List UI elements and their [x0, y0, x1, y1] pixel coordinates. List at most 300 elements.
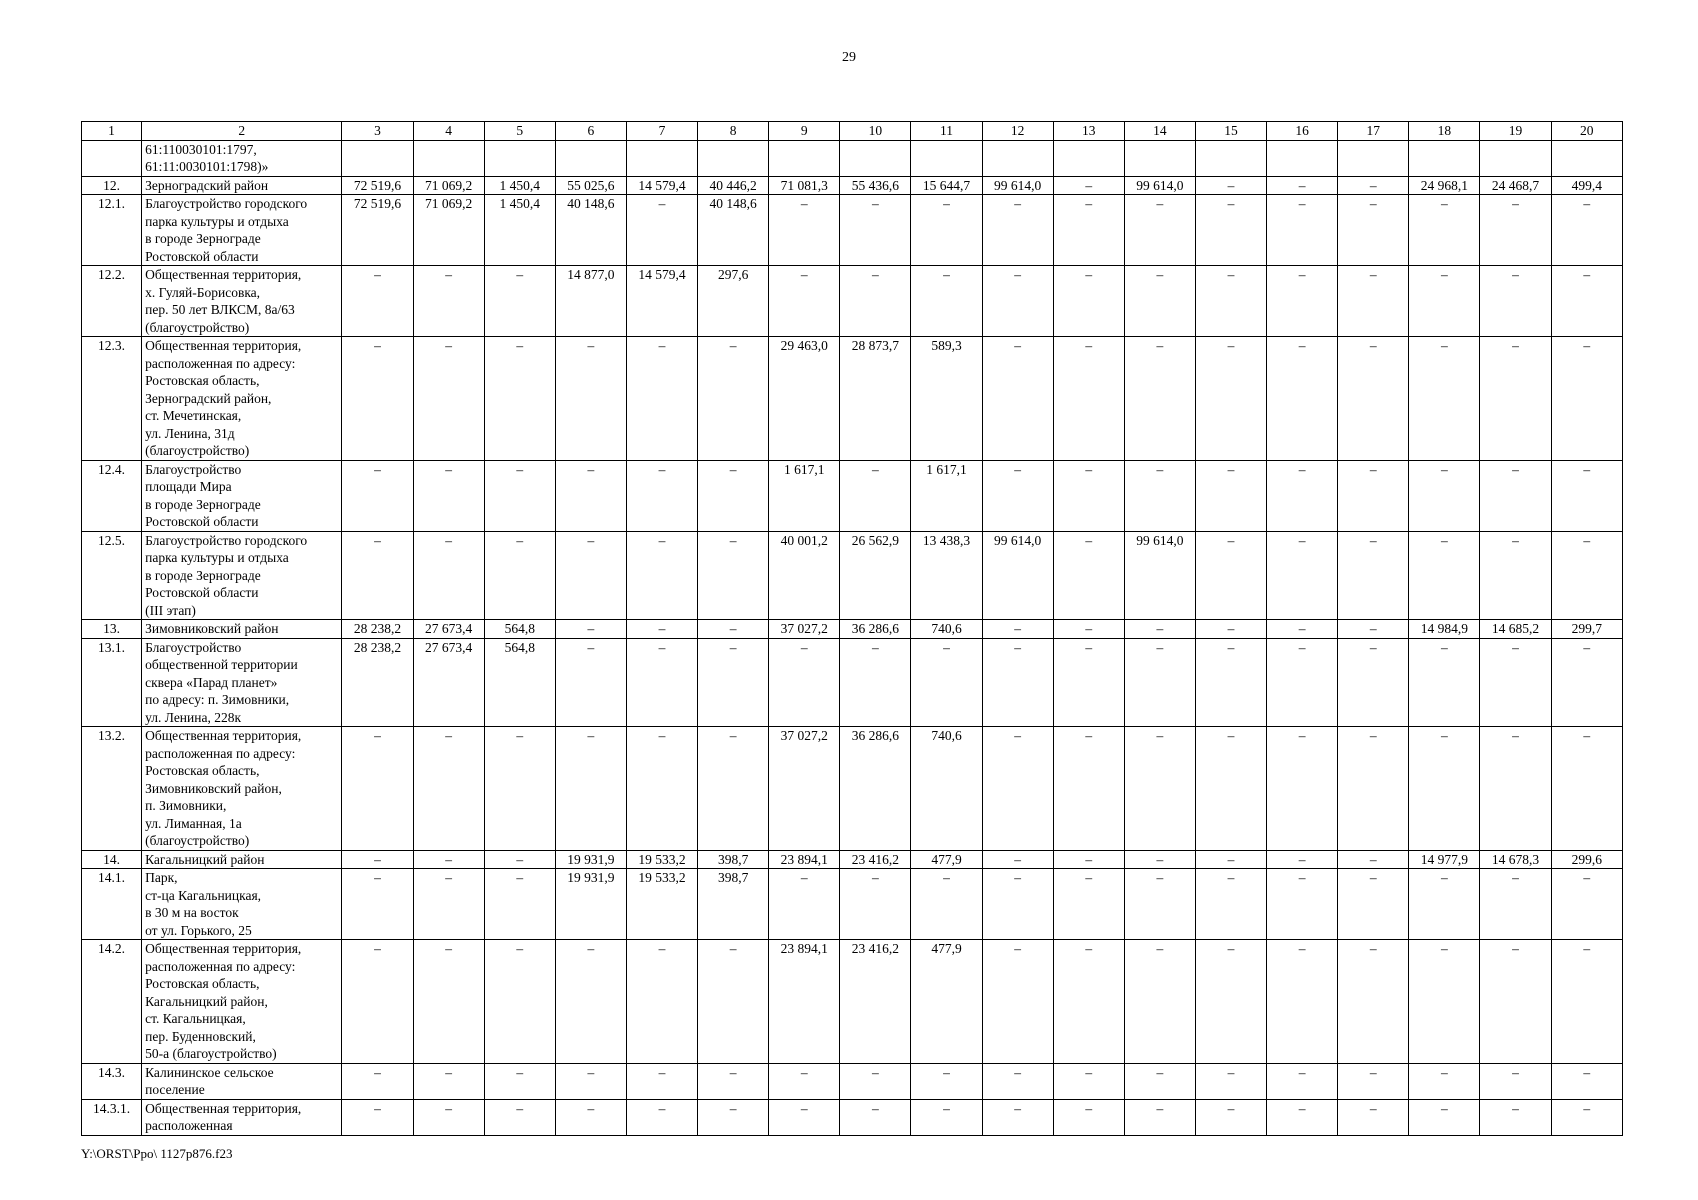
value-cell: – [413, 850, 484, 869]
value-cell: – [1409, 727, 1480, 851]
table-row [82, 1099, 1623, 1135]
column-number-header: 11 [911, 122, 982, 141]
value-cell: – [413, 940, 484, 1064]
value-cell: – [1267, 638, 1338, 727]
budget-table [81, 121, 1623, 1136]
value-cell [982, 140, 1053, 176]
value-cell: – [626, 940, 697, 1064]
column-number-header: 5 [484, 122, 555, 141]
object-name-line: Калининское сельское [145, 1064, 274, 1080]
table-row [82, 176, 1623, 195]
value-cell: – [1124, 337, 1195, 461]
value-cell: – [1338, 850, 1409, 869]
object-name [142, 1099, 342, 1135]
value-cell: – [1053, 940, 1124, 1064]
value-cell: 28 238,2 [342, 638, 413, 727]
value-cell [1551, 140, 1622, 176]
page-number: 29 [842, 50, 856, 65]
column-number-header: 2 [142, 122, 342, 141]
value-cell: – [982, 638, 1053, 727]
object-name-line: х. Гуляй-Борисовка, [145, 284, 261, 300]
table-row [82, 460, 1623, 531]
row-number: 12.3. [82, 337, 142, 461]
object-name [142, 195, 342, 266]
value-cell: – [1338, 337, 1409, 461]
value-cell: – [342, 1099, 413, 1135]
value-cell: – [484, 1063, 555, 1099]
value-cell: – [1409, 266, 1480, 337]
value-cell: – [1195, 620, 1266, 639]
object-name-line: 61:110030101:1797, [145, 141, 257, 157]
value-cell: – [484, 727, 555, 851]
value-cell: – [1195, 727, 1266, 851]
value-cell: – [1480, 727, 1551, 851]
column-number-header: 19 [1480, 122, 1551, 141]
object-name-line: Ростовская область, [145, 763, 260, 778]
value-cell: – [1338, 531, 1409, 620]
value-cell: – [1480, 1099, 1551, 1135]
value-cell: – [626, 460, 697, 531]
value-cell: – [1480, 460, 1551, 531]
value-cell: – [626, 638, 697, 727]
value-cell: – [769, 1099, 840, 1135]
value-cell: – [1551, 531, 1622, 620]
value-cell: 28 238,2 [342, 620, 413, 639]
value-cell: – [1053, 850, 1124, 869]
table-row [82, 531, 1623, 620]
value-cell: – [698, 1063, 769, 1099]
value-cell: – [911, 638, 982, 727]
value-cell: – [698, 940, 769, 1064]
value-cell [484, 140, 555, 176]
object-name-line: Кагальницкий район, [145, 993, 268, 1009]
value-cell: – [484, 531, 555, 620]
object-name [142, 850, 342, 869]
value-cell: – [840, 869, 911, 940]
value-cell: – [982, 1099, 1053, 1135]
object-name-line: пер. Буденновский, [145, 1028, 256, 1044]
value-cell: – [1338, 620, 1409, 639]
object-name-line: Зимовниковский район [145, 621, 279, 636]
value-cell: – [1053, 531, 1124, 620]
object-name-line: парка культуры и отдыха [145, 550, 289, 565]
object-name-line: расположенная [145, 1118, 233, 1133]
object-name-line: пер. 50 лет ВЛКСМ, 8а/63 [145, 302, 295, 317]
value-cell: – [555, 337, 626, 461]
value-cell: 14 685,2 [1480, 620, 1551, 639]
value-cell: – [1053, 1063, 1124, 1099]
value-cell: 23 416,2 [840, 940, 911, 1064]
value-cell: – [840, 195, 911, 266]
value-cell: 14 877,0 [555, 266, 626, 337]
value-cell: – [342, 850, 413, 869]
value-cell: – [840, 460, 911, 531]
value-cell [698, 140, 769, 176]
value-cell: – [769, 1063, 840, 1099]
column-number-header: 16 [1267, 122, 1338, 141]
value-cell: – [342, 940, 413, 1064]
value-cell: – [911, 266, 982, 337]
value-cell: – [698, 531, 769, 620]
value-cell: – [1551, 1099, 1622, 1135]
value-cell: – [484, 850, 555, 869]
row-number: 13.2. [82, 727, 142, 851]
row-number: 14.3.1. [82, 1099, 142, 1135]
value-cell: – [1267, 337, 1338, 461]
value-cell [769, 140, 840, 176]
value-cell: – [1338, 1063, 1409, 1099]
object-name-line: ст. Мечетинская, [145, 408, 242, 423]
value-cell: 55 436,6 [840, 176, 911, 195]
object-name-line: в городе Зернограде [145, 231, 261, 246]
value-cell: 477,9 [911, 850, 982, 869]
value-cell: 71 081,3 [769, 176, 840, 195]
value-cell: – [1195, 337, 1266, 461]
value-cell: 40 001,2 [769, 531, 840, 620]
value-cell [1480, 140, 1551, 176]
value-cell: 1 617,1 [911, 460, 982, 531]
value-cell: – [1267, 1099, 1338, 1135]
object-name-line: по адресу: п. Зимовники, [145, 692, 290, 707]
value-cell: – [840, 638, 911, 727]
value-cell: – [1195, 531, 1266, 620]
value-cell: – [555, 1099, 626, 1135]
value-cell: – [1480, 266, 1551, 337]
value-cell: 23 894,1 [769, 940, 840, 1064]
value-cell: – [1053, 869, 1124, 940]
value-cell: 1 450,4 [484, 176, 555, 195]
object-name-line: ул. Лиманная, 1а [145, 815, 242, 831]
table-row [82, 727, 1623, 851]
value-cell: – [342, 869, 413, 940]
object-name-line: Общественная территория, [145, 338, 302, 353]
object-name-line: ул. Ленина, 31д [145, 425, 235, 441]
table-row [82, 940, 1623, 1064]
value-cell: – [342, 531, 413, 620]
value-cell: – [1267, 850, 1338, 869]
value-cell: – [982, 727, 1053, 851]
value-cell [413, 140, 484, 176]
value-cell: – [1124, 620, 1195, 639]
value-cell: – [1480, 638, 1551, 727]
value-cell: – [342, 266, 413, 337]
value-cell: 299,6 [1551, 850, 1622, 869]
value-cell: 72 519,6 [342, 176, 413, 195]
value-cell: – [1409, 638, 1480, 727]
value-cell: – [1053, 460, 1124, 531]
row-number: 12. [82, 176, 142, 195]
object-name-line: Ростовской области [145, 514, 259, 529]
value-cell: – [1053, 638, 1124, 727]
value-cell: 14 678,3 [1480, 850, 1551, 869]
value-cell: 19 931,9 [555, 869, 626, 940]
object-name [142, 460, 342, 531]
object-name-line: Ростовской области [145, 248, 259, 264]
value-cell: 13 438,3 [911, 531, 982, 620]
value-cell: – [484, 940, 555, 1064]
object-name-line: Зимовниковский район, [145, 780, 282, 796]
value-cell: – [555, 940, 626, 1064]
value-cell: – [413, 266, 484, 337]
value-cell: – [911, 1099, 982, 1135]
object-name-line: расположенная по адресу: [145, 745, 296, 761]
value-cell: – [1053, 620, 1124, 639]
value-cell: 15 644,7 [911, 176, 982, 195]
value-cell: – [1480, 869, 1551, 940]
value-cell: – [982, 195, 1053, 266]
value-cell: – [1551, 195, 1622, 266]
object-name-line: (благоустройство) [145, 319, 250, 335]
table-row [82, 1063, 1623, 1099]
value-cell: 499,4 [1551, 176, 1622, 195]
value-cell: 19 931,9 [555, 850, 626, 869]
value-cell: – [626, 531, 697, 620]
value-cell: – [626, 1099, 697, 1135]
value-cell: – [1053, 727, 1124, 851]
value-cell: 23 894,1 [769, 850, 840, 869]
value-cell: – [698, 620, 769, 639]
value-cell: – [342, 460, 413, 531]
value-cell: – [484, 460, 555, 531]
value-cell: – [1551, 1063, 1622, 1099]
value-cell: – [840, 1063, 911, 1099]
value-cell: – [1480, 195, 1551, 266]
value-cell: – [769, 869, 840, 940]
table-row [82, 638, 1623, 727]
value-cell: 27 673,4 [413, 620, 484, 639]
value-cell: – [698, 1099, 769, 1135]
value-cell: – [626, 1063, 697, 1099]
row-number: 14. [82, 850, 142, 869]
value-cell: 99 614,0 [982, 176, 1053, 195]
column-number-header: 12 [982, 122, 1053, 141]
object-name-line: Общественная территория, [145, 267, 302, 282]
object-name [142, 140, 342, 176]
value-cell: 740,6 [911, 620, 982, 639]
object-name-line: Кагальницкий район [145, 851, 265, 867]
table-row [82, 869, 1623, 940]
value-cell: – [1195, 638, 1266, 727]
value-cell: – [1195, 940, 1266, 1064]
object-name-line: Благоустройство [145, 461, 242, 477]
object-name [142, 1063, 342, 1099]
value-cell: – [1551, 337, 1622, 461]
value-cell: – [840, 1099, 911, 1135]
value-cell: – [1195, 1063, 1266, 1099]
column-number-header: 13 [1053, 122, 1124, 141]
value-cell: – [1338, 638, 1409, 727]
object-name-line: Благоустройство [145, 639, 242, 655]
column-number-header: 1 [82, 122, 142, 141]
object-name [142, 620, 342, 639]
value-cell: – [982, 850, 1053, 869]
object-name-line: ст-ца Кагальницкая, [145, 887, 262, 903]
object-name-line: Зерноградский район [145, 177, 269, 193]
value-cell: – [1338, 727, 1409, 851]
value-cell: – [1338, 869, 1409, 940]
value-cell: – [413, 531, 484, 620]
object-name [142, 266, 342, 337]
object-name-line: 61:11:0030101:1798)» [145, 159, 269, 174]
value-cell: – [1338, 266, 1409, 337]
object-name-line: площади Мира [145, 479, 232, 494]
value-cell: – [982, 266, 1053, 337]
value-cell: – [982, 869, 1053, 940]
value-cell: 40 148,6 [555, 195, 626, 266]
value-cell: – [413, 869, 484, 940]
value-cell: 99 614,0 [1124, 176, 1195, 195]
column-number-row [82, 122, 1623, 141]
value-cell: – [626, 195, 697, 266]
value-cell: – [484, 1099, 555, 1135]
column-number-header: 6 [555, 122, 626, 141]
object-name-line: (III этап) [145, 602, 196, 618]
value-cell: – [1551, 869, 1622, 940]
value-cell [1267, 140, 1338, 176]
value-cell: 29 463,0 [769, 337, 840, 461]
value-cell: 37 027,2 [769, 727, 840, 851]
table-row [82, 140, 1623, 176]
value-cell: – [484, 337, 555, 461]
object-name-line: сквера «Парад планет» [145, 674, 278, 690]
row-number [82, 140, 142, 176]
object-name-line: в 30 м на восток [145, 905, 239, 920]
object-name-line: расположенная по адресу: [145, 355, 296, 371]
value-cell: – [1480, 531, 1551, 620]
object-name-line: Общественная территория, [145, 728, 302, 743]
value-cell: 40 446,2 [698, 176, 769, 195]
value-cell: – [626, 620, 697, 639]
row-number: 14.2. [82, 940, 142, 1064]
row-number: 14.1. [82, 869, 142, 940]
object-name [142, 337, 342, 461]
object-name-line: поселение [145, 1082, 205, 1097]
object-name-line: Общественная территория, [145, 1100, 302, 1116]
column-number-header: 17 [1338, 122, 1409, 141]
value-cell: – [626, 337, 697, 461]
value-cell: – [1551, 727, 1622, 851]
row-number: 13.1. [82, 638, 142, 727]
object-name-line: в городе Зернограде [145, 567, 261, 583]
object-name-line: Благоустройство городского [145, 196, 308, 211]
value-cell: – [982, 337, 1053, 461]
value-cell: – [1124, 850, 1195, 869]
value-cell: – [1124, 727, 1195, 851]
value-cell: 40 148,6 [698, 195, 769, 266]
value-cell: – [1124, 1099, 1195, 1135]
value-cell: – [1338, 940, 1409, 1064]
column-number-header: 8 [698, 122, 769, 141]
value-cell: 71 069,2 [413, 176, 484, 195]
object-name-line: ст. Кагальницкая, [145, 1011, 246, 1026]
value-cell: – [769, 195, 840, 266]
value-cell: 99 614,0 [982, 531, 1053, 620]
value-cell: – [911, 195, 982, 266]
footer-file-path: Y:\ORST\Ppo\ 1127p876.f23 [81, 1146, 233, 1161]
value-cell: – [1124, 266, 1195, 337]
value-cell: – [1267, 620, 1338, 639]
column-number-header: 18 [1409, 122, 1480, 141]
value-cell: 55 025,6 [555, 176, 626, 195]
object-name [142, 940, 342, 1064]
column-number-header: 3 [342, 122, 413, 141]
object-name [142, 727, 342, 851]
object-name-line: 50-а (благоустройство) [145, 1046, 277, 1061]
column-number-header: 4 [413, 122, 484, 141]
object-name-line: Ростовской области [145, 585, 259, 600]
value-cell: 36 286,6 [840, 727, 911, 851]
value-cell: – [1409, 940, 1480, 1064]
value-cell: 36 286,6 [840, 620, 911, 639]
value-cell: – [342, 1063, 413, 1099]
value-cell: – [413, 337, 484, 461]
value-cell: – [1267, 940, 1338, 1064]
object-name [142, 869, 342, 940]
value-cell: 28 873,7 [840, 337, 911, 461]
value-cell: – [413, 727, 484, 851]
object-name-line: п. Зимовники, [145, 798, 227, 813]
object-name-line: расположенная по адресу: [145, 958, 296, 974]
value-cell: 27 673,4 [413, 638, 484, 727]
value-cell: 398,7 [698, 869, 769, 940]
value-cell: – [413, 460, 484, 531]
value-cell: – [1409, 1063, 1480, 1099]
value-cell: 26 562,9 [840, 531, 911, 620]
value-cell: – [1195, 195, 1266, 266]
value-cell: 297,6 [698, 266, 769, 337]
row-number: 13. [82, 620, 142, 639]
table-row [82, 850, 1623, 869]
value-cell: – [413, 1099, 484, 1135]
value-cell: – [555, 727, 626, 851]
value-cell: – [1053, 195, 1124, 266]
value-cell [1124, 140, 1195, 176]
value-cell: – [1338, 195, 1409, 266]
object-name-line: Зерноградский район, [145, 390, 272, 406]
object-name-line: Ростовская область, [145, 373, 260, 388]
value-cell: – [555, 1063, 626, 1099]
value-cell: – [555, 620, 626, 639]
value-cell: 24 968,1 [1409, 176, 1480, 195]
value-cell: – [1409, 195, 1480, 266]
value-cell [626, 140, 697, 176]
row-number: 12.4. [82, 460, 142, 531]
table-row [82, 620, 1623, 639]
value-cell [1053, 140, 1124, 176]
object-name-line: Ростовская область, [145, 976, 260, 991]
value-cell: – [555, 638, 626, 727]
value-cell: – [982, 940, 1053, 1064]
value-cell: – [1053, 176, 1124, 195]
value-cell: 19 533,2 [626, 850, 697, 869]
value-cell: – [1195, 266, 1266, 337]
object-name [142, 531, 342, 620]
value-cell: – [911, 1063, 982, 1099]
value-cell: 477,9 [911, 940, 982, 1064]
column-number-header: 10 [840, 122, 911, 141]
value-cell: – [1267, 460, 1338, 531]
value-cell [342, 140, 413, 176]
table-row [82, 337, 1623, 461]
value-cell: – [1409, 1099, 1480, 1135]
object-name-line: парка культуры и отдыха [145, 213, 289, 229]
column-number-header: 14 [1124, 122, 1195, 141]
value-cell: – [484, 266, 555, 337]
value-cell [555, 140, 626, 176]
value-cell: – [1053, 266, 1124, 337]
value-cell: – [1195, 176, 1266, 195]
value-cell: – [1338, 176, 1409, 195]
